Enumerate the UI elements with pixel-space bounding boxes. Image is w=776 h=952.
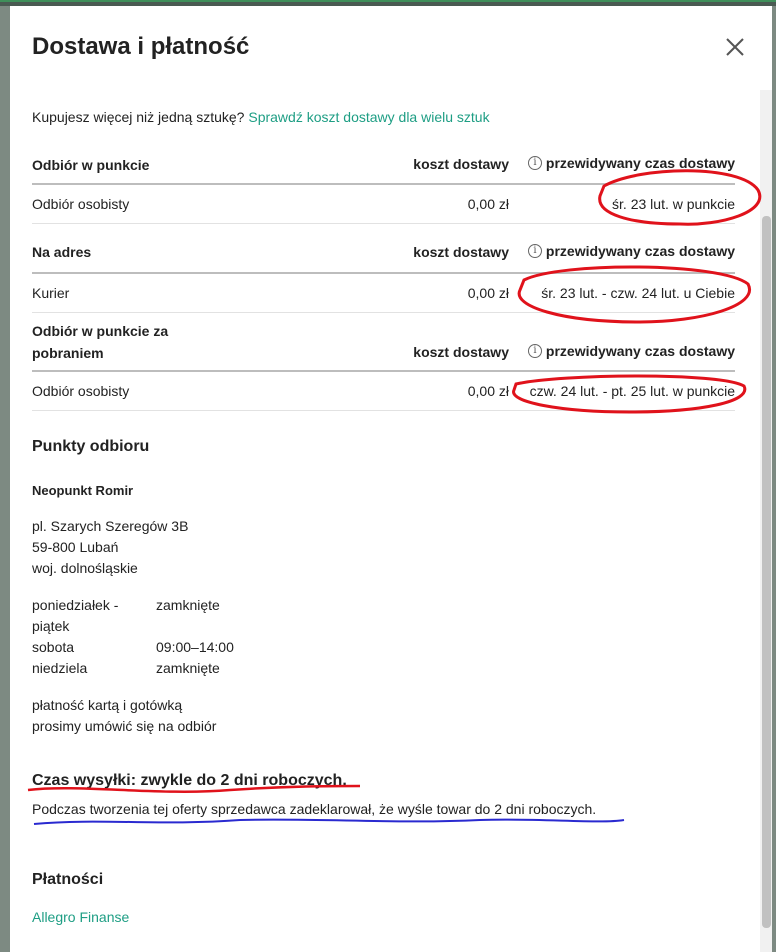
close-icon [722, 34, 748, 60]
delivery-cost: 0,00 zł [467, 196, 509, 212]
group-name-line2: pobraniem [32, 345, 104, 361]
delivery-group-header [32, 316, 735, 372]
delivery-method: Kurier [32, 285, 70, 301]
pickup-point-address [32, 516, 188, 579]
info-icon[interactable]: i [528, 244, 542, 258]
top-accent-line [0, 0, 776, 2]
delivery-row [32, 274, 735, 313]
delivery-time: czw. 24 lut. - pt. 25 lut. w punkcie [529, 383, 735, 399]
shipping-time-title: Czas wysyłki: zwykle do 2 dni roboczych. [32, 772, 347, 789]
hours-value: 09:00–14:00 [156, 639, 234, 655]
time-header-label: przewidywany czas dostawy [545, 243, 735, 259]
hours-row [32, 637, 234, 658]
delivery-group-address [32, 235, 735, 313]
note-line: płatność kartą i gotówką [32, 697, 183, 713]
pickup-points-title: Punkty odbioru [32, 438, 150, 455]
info-icon[interactable]: i [528, 156, 542, 170]
hours-row [32, 595, 234, 616]
hours-value: zamknięte [156, 660, 220, 676]
multi-items-prefix: Kupujesz więcej niż jedną sztukę? [32, 109, 245, 125]
multi-items-note [32, 109, 490, 125]
delivery-group-header [32, 146, 735, 185]
hours-day: sobota [32, 639, 75, 655]
modal-title: Dostawa i płatność [32, 33, 250, 60]
delivery-method: Odbiór osobisty [32, 383, 130, 399]
group-name: Na adres [32, 244, 92, 260]
delivery-time: śr. 23 lut. w punkcie [612, 196, 735, 212]
delivery-group-header [32, 235, 735, 274]
payments-title: Płatności [32, 871, 104, 888]
multi-items-link[interactable]: Sprawdź koszt dostawy dla wielu sztuk [248, 109, 490, 125]
time-header [528, 343, 735, 359]
time-header [528, 155, 735, 171]
delivery-group-cod-pickup [32, 316, 735, 411]
note-line: prosimy umówić się na odbiór [32, 718, 217, 734]
group-name-line1: Odbiór w punkcie za [32, 323, 169, 339]
opening-hours [32, 595, 234, 679]
time-header-label: przewidywany czas dostawy [545, 155, 735, 171]
close-button[interactable] [722, 34, 748, 60]
delivery-row [32, 372, 735, 411]
delivery-method: Odbiór osobisty [32, 196, 130, 212]
delivery-row [32, 185, 735, 224]
hours-day: poniedziałek - [32, 597, 119, 613]
modal-header [10, 6, 772, 90]
hours-day: piątek [32, 618, 70, 634]
payment-method-link[interactable]: Allegro Finanse [32, 909, 130, 925]
group-name: Odbiór w punkcie [32, 157, 150, 173]
hours-value: zamknięte [156, 597, 220, 613]
hours-row [32, 616, 234, 637]
delivery-group-pickup [32, 146, 735, 224]
scrollbar-thumb[interactable] [762, 216, 771, 928]
time-header-label: przewidywany czas dostawy [545, 343, 735, 359]
delivery-cost: 0,00 zł [467, 285, 509, 301]
hours-row [32, 658, 234, 679]
group-name [32, 320, 168, 364]
backdrop-left [0, 6, 10, 952]
delivery-payment-modal [10, 6, 772, 952]
cost-header: koszt dostawy [413, 244, 509, 260]
cost-header: koszt dostawy [413, 344, 509, 360]
pickup-point-notes [32, 695, 216, 737]
hours-day: niedziela [32, 660, 88, 676]
shipping-time-description: Podczas tworzenia tej oferty sprzedawca zadeklarował, że wyśle towar do 2 dni roboczych. [32, 801, 597, 817]
pickup-point-name: Neopunkt Romir [32, 483, 134, 498]
address-line: 59-800 Lubań [32, 539, 119, 555]
delivery-time: śr. 23 lut. - czw. 24 lut. u Ciebie [541, 285, 735, 301]
info-icon[interactable]: i [528, 344, 542, 358]
delivery-cost: 0,00 zł [467, 383, 509, 399]
address-line: woj. dolnośląskie [32, 560, 138, 576]
backdrop-right [772, 6, 776, 952]
time-header [528, 243, 735, 259]
cost-header: koszt dostawy [413, 156, 509, 172]
address-line: pl. Szarych Szeregów 3B [32, 518, 189, 534]
